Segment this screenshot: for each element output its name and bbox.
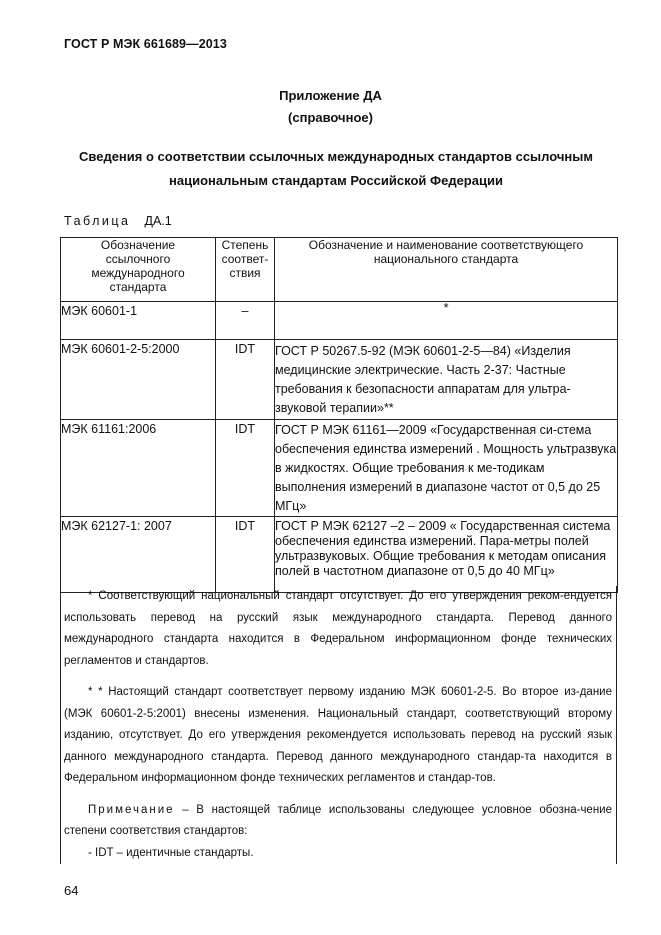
- remark: [64, 800, 612, 843]
- notes-frame-left: [60, 586, 61, 864]
- cell-degree: –: [216, 302, 275, 340]
- cell-international: МЭК 61161:2006: [61, 420, 216, 517]
- cell-degree: IDT: [216, 340, 275, 420]
- remark-text: – В настоящей таблице использованы следующее условное обозна-чение степени соответствия стандартов:: [64, 803, 612, 837]
- table-row: [61, 517, 618, 593]
- cell-international: МЭК 60601-2-5:2000: [61, 340, 216, 420]
- cell-national: *: [275, 302, 618, 340]
- cell-national: ГОСТ Р МЭК 62127 –2 – 2009 « Государственная система обеспечения единства измерений. Пара-метры полей ультразвуковых. Общие требования к методам описания полей в частотном диапазоне от 0,5 до 40 МГц»: [275, 517, 618, 593]
- cell-national: ГОСТ Р МЭК 61161—2009 «Государственная си-стема обеспечения единства измерений . Мощность ультразвука в жидкостях. Общие требования к ме-тодикам выполнения измерений в диапазоне частот от 0,5 до 25 МГц»: [275, 420, 618, 517]
- appendix-subtitle: (справочное): [288, 110, 373, 125]
- header-degree: Степень соответ-ствия: [216, 238, 275, 302]
- heading-line-2: национальным стандартам Российской Федерации: [169, 173, 503, 188]
- appendix-title: Приложение ДА: [279, 88, 382, 103]
- remark-item: - IDT – идентичные стандарты.: [88, 846, 254, 859]
- footnote-1: * Соответствующий национальный стандарт отсутствует. До его утверждения реком-ендуется использовать перевод на русский язык международного стандарта. Перевод данного международного стандарта находится в Федеральном информационном фонде технических регламентов и стандартов.: [64, 590, 612, 667]
- cell-national: ГОСТ Р 50267.5-92 (МЭК 60601-2-5—84) «Изделия медицинские электрические. Часть 2-37: Частные требования к безопасности аппаратам для ультра-звуковой терапии»**: [275, 340, 618, 420]
- cell-international: МЭК 60601-1: [61, 302, 216, 340]
- page-number: 64: [64, 883, 79, 898]
- correspondence-table: [60, 237, 618, 593]
- remark-label: Примечание: [88, 803, 175, 816]
- cell-degree: IDT: [216, 517, 275, 593]
- table-caption: [64, 214, 172, 228]
- table-row: [61, 340, 618, 420]
- document-code: ГОСТ Р МЭК 661689—2013: [64, 37, 227, 51]
- table-row: [61, 302, 618, 340]
- cell-degree: IDT: [216, 420, 275, 517]
- footnote-2: * * Настоящий стандарт соответствует первому изданию МЭК 60601-2-5. Во второе из-дание (МЭК 60601-2-5:2001) внесены изменения. Национальный стандарт, соответствующий второму изданию, отсутствует. До его утверждения рекомендуется использовать перевод на русский язык данного международного стандарта. Перевод данного международного стандар-та находится в Федеральном информационном фонде технических регламентов и стандар-тов.: [64, 686, 612, 784]
- table-caption-number: ДА.1: [144, 214, 172, 228]
- table-notes: [64, 586, 612, 864]
- notes-frame-right: [616, 586, 617, 864]
- table-caption-label: Таблица: [64, 214, 131, 228]
- header-international: Обозначение ссылочного международного стандарта: [61, 238, 216, 302]
- table-row: [61, 420, 618, 517]
- header-national: Обозначение и наименование соответствующего национального стандарта: [275, 238, 618, 302]
- appendix-heading: [56, 145, 616, 193]
- table-header-row: [61, 238, 618, 302]
- heading-line-1: Сведения о соответствии ссылочных международных стандартов ссылочным: [79, 149, 593, 164]
- cell-international: МЭК 62127-1: 2007: [61, 517, 216, 593]
